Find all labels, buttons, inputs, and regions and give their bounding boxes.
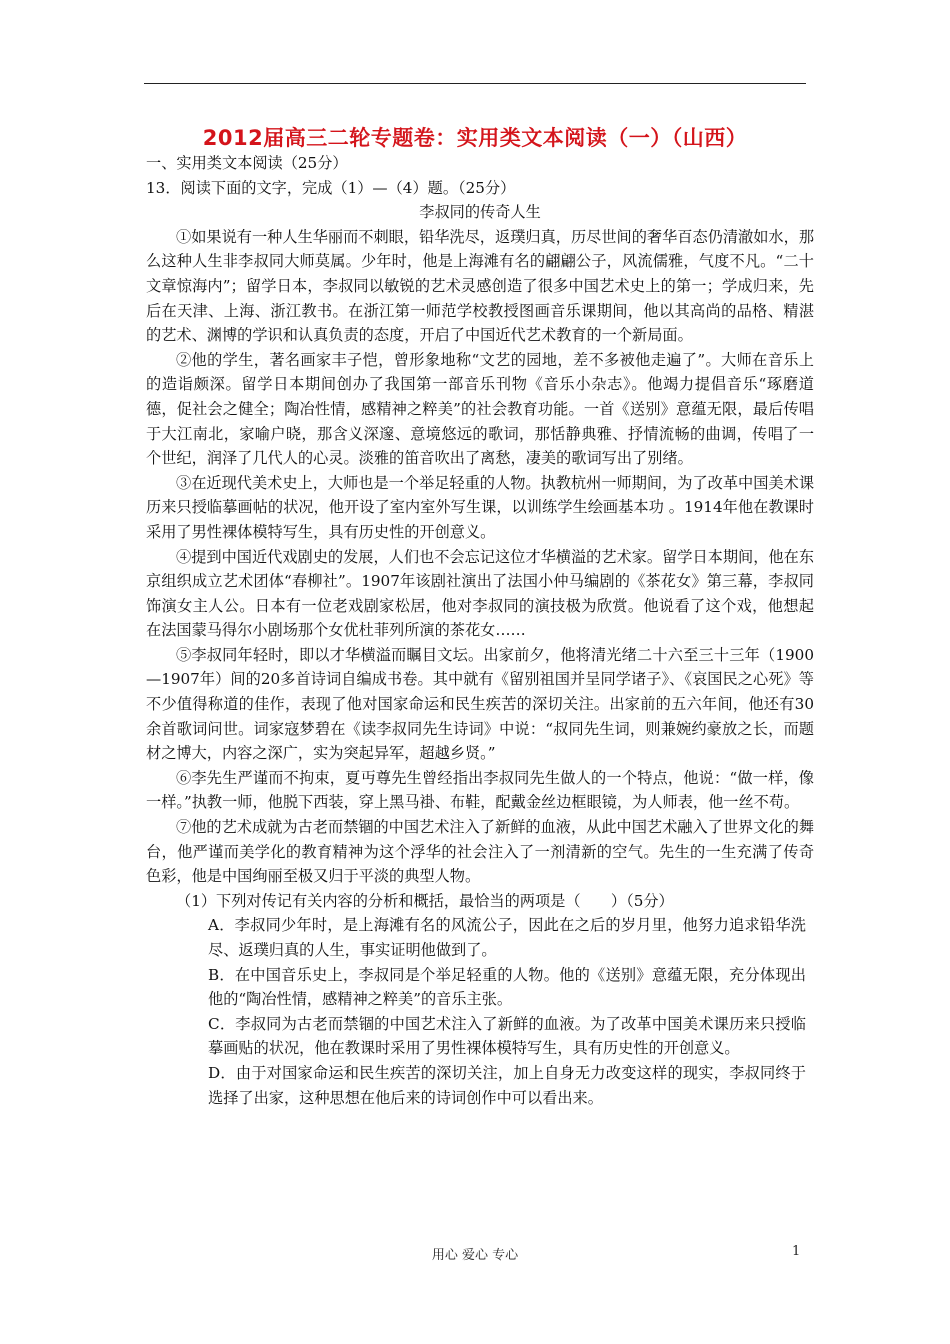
option-a: A．李叔同少年时，是上海滩有名的风流公子，因此在之后的岁月里，他努力追求铅华洗尽、返璞归真的人生，事实证明他做到了。 bbox=[208, 916, 806, 959]
header-rule bbox=[144, 83, 806, 84]
passage-title: 李叔同的传奇人生 bbox=[419, 203, 541, 222]
paragraph-5: ⑤李叔同年轻时，即以才华横溢而瞩目文坛。出家前夕，他将清光绪二十六至三十三年（1900—1907年）间的20多首诗词自编成书卷。其中就有《留别祖国并呈同学诸子》、《哀国民之心死》等不少值得称道的佳作，表现了他对国家命运和民生疾苦的深切关注。出家前的五六年间，他还有30余首歌词问世。词家寇梦碧在《读李叔同先生诗词》中说：“叔同先生词，则兼婉约豪放之长，而题材之博大，内容之深广，实为突起异军，超越乡贤。” bbox=[146, 645, 814, 763]
paragraph-6: ⑥李先生严谨而不拘束，夏丏尊先生曾经指出李叔同先生做人的一个特点，他说：“做一样，像一样。”执教一师，他脱下西装，穿上黑马褂、布鞋，配戴金丝边框眼镜，为人师表，他一丝不苟。 bbox=[146, 768, 814, 812]
option-b: B．在中国音乐史上，李叔同是个举足轻重的人物。他的《送别》意蕴无限，充分体现出他的“陶冶性情，感精神之粹美”的音乐主张。 bbox=[208, 965, 806, 1009]
question-1-stem: （1）下列对传记有关内容的分析和概括，最恰当的两项是（ ）（5分） bbox=[176, 891, 674, 910]
paragraph-3: ③在近现代美术史上，大师也是一个举足轻重的人物。执教杭州一师期间，为了改革中国美术课历来只授临摹画帖的状况，他开设了室内室外写生课，以训练学生绘画基本功 。1914年他在教课时采用了男性裸体模特写生，具有历史性的开创意义。 bbox=[146, 473, 814, 541]
paragraph-4: ④提到中国近代戏剧史的发展，人们也不会忘记这位才华横溢的艺术家。留学日本期间，他在东京组织成立艺术团体“春柳社”。1907年该剧社演出了法国小仲马编剧的《茶花女》第三幕，李叔同饰演女主人公。日本有一位老戏剧家松居，他对李叔同的演技极为欣赏。他说看了这个戏，他想起在法国蒙马得尔小剧场那个女优杜菲列所演的茶花女…… bbox=[146, 547, 814, 640]
paragraph-2: ②他的学生，著名画家丰子恺，曾形象地称“文艺的园地，差不多被他走遍了”。大师在音乐上的造诣颇深。留学日本期间创办了我国第一部音乐刊物《音乐小杂志》。他竭力提倡音乐“琢磨道德，促社会之健全；陶冶性情，感精神之粹美”的社会教育功能。一首《送别》意蕴无限，最后传唱于大江南北，家喻户晓，那含义深邃、意境悠远的歌词，那恬静典雅、抒情流畅的曲调，传唱了一个世纪，润泽了几代人的心灵。淡雅的笛音吹出了离愁，凄美的歌词写出了别绪。 bbox=[146, 350, 814, 468]
footer-slogan: 用心 爱心 专心 bbox=[431, 1248, 519, 1263]
section-heading: 一、实用类文本阅读（25分） bbox=[146, 154, 348, 172]
paragraph-7: ⑦他的艺术成就为古老而禁锢的中国艺术注入了新鲜的血液，从此中国艺术融入了世界文化的舞台，他严谨而美学化的教育精神为这个浮华的社会注入了一剂清新的空气。先生的一生充满了传奇色彩，他是中国绚丽至极又归于平淡的典型人物。 bbox=[146, 818, 814, 886]
page-number: 1 bbox=[792, 1244, 801, 1259]
document-title: 2012届高三二轮专题卷：实用类文本阅读（一）（山西） bbox=[202, 126, 748, 150]
paragraph-1: ①如果说有一种人生华丽而不刺眼，铅华洗尽，返璞归真，历尽世间的奢华百态仍清澈如水，那么这种人生非李叔同大师莫属。少年时，他是上海滩有名的翩翩公子，风流儒雅，气度不凡。“二十文章惊海内”；留学日本，李叔同以敏锐的艺术灵感创造了很多中国艺术史上的第一；学成归来，先后在天津、上海、浙江教书。在浙江第一师范学校教授图画音乐课期间，他以其高尚的品格、精湛的艺术、渊博的学识和认真负责的态度，开启了中国近代艺术教育的一个新局面。 bbox=[146, 227, 814, 345]
option-c: C．李叔同为古老而禁锢的中国艺术注入了新鲜的血液。为了改革中国美术课历来只授临摹画贴的状况，他在教课时采用了男性裸体模特写生，具有历史性的开创意义。 bbox=[208, 1014, 806, 1058]
option-d: D．由于对国家命运和民生疾苦的深切关注，加上自身无力改变这样的现实，李叔同终于选择了出家，这种思想在他后来的诗词创作中可以看出来。 bbox=[208, 1063, 806, 1107]
question-1-options bbox=[146, 913, 814, 1110]
question-intro: 13．阅读下面的文字，完成（1）—（4）题。（25分） bbox=[146, 178, 516, 197]
document-body bbox=[146, 151, 814, 1110]
